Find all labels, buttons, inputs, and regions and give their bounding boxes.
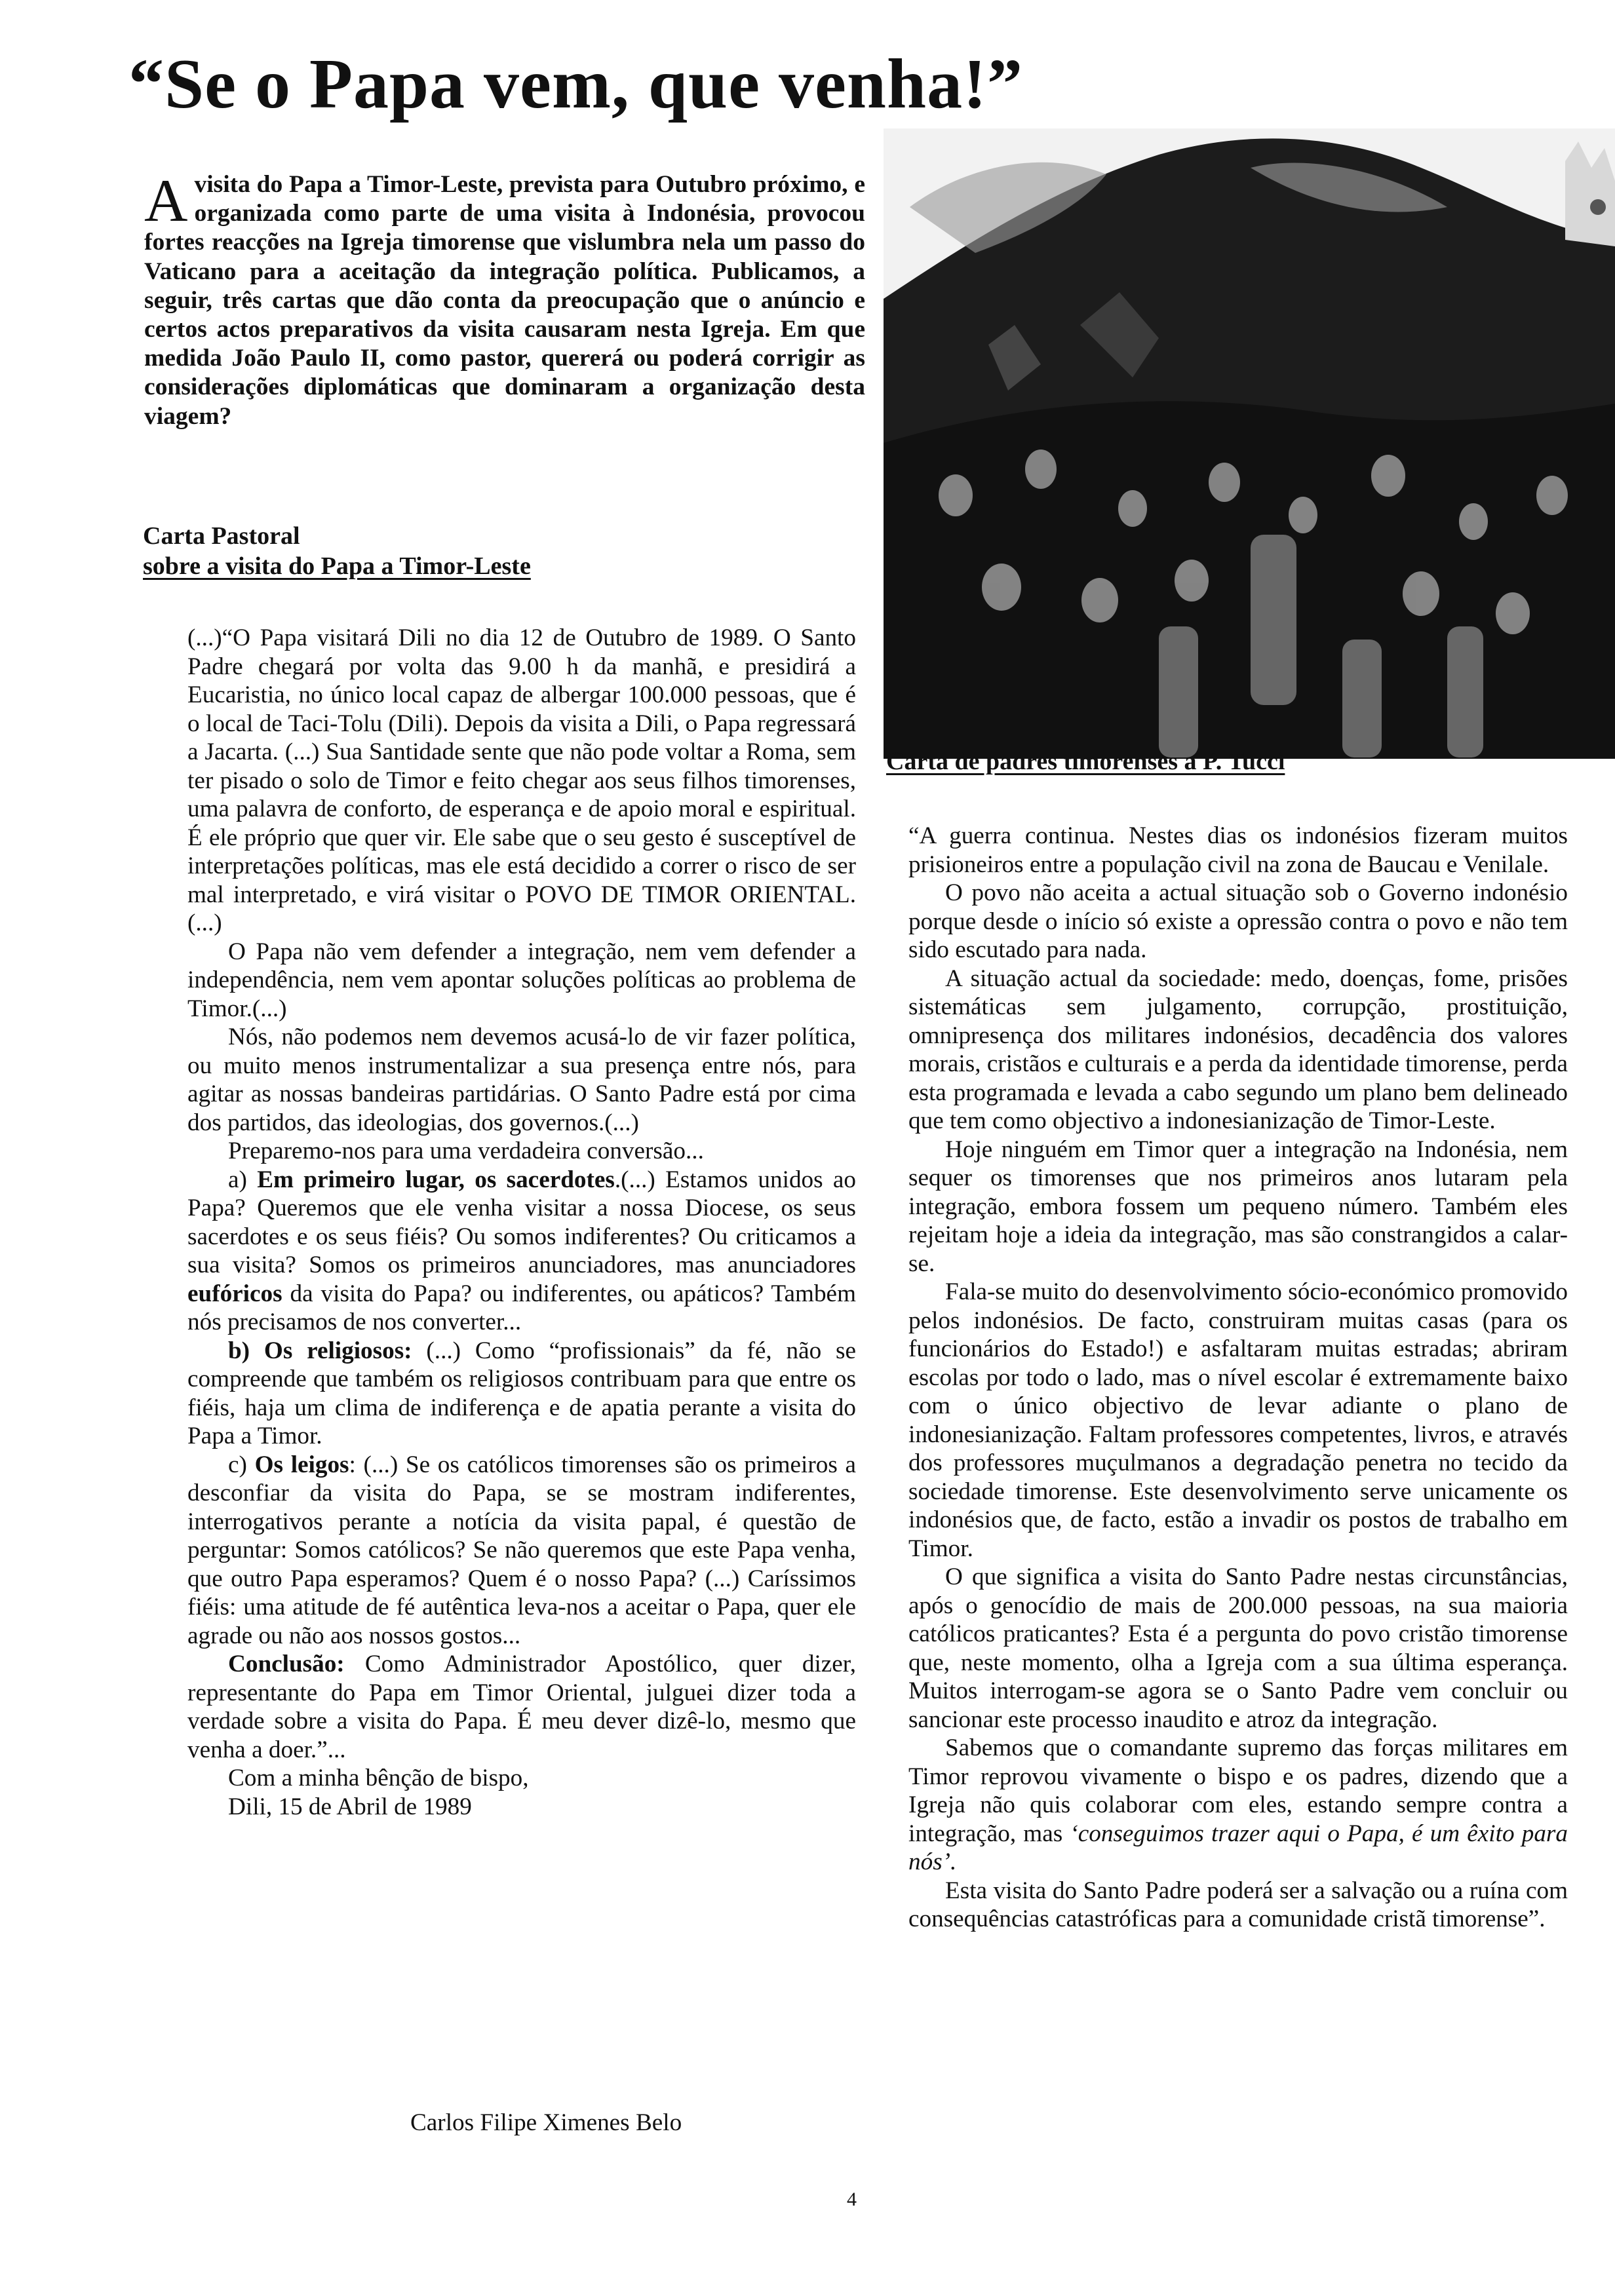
pastoral-paragraph-1: (...)“O Papa visitará Dili no dia 12 de Outubro de 1989. O Santo Padre chegará por volta das 9.00 h da manhã, e presidirá a Eucaristia, no único local capaz de albergar 100.000 pessoas, que é o local de Taci-Tolu (Dili). Depois da visita a Dili, o Papa regressará a Jacarta. (...) Sua Santidade sente que não pode voltar a Roma, sem ter pisado o solo de Timor e feito chegar aos seus filhos timorenses, uma palavra de conforto, de esperança e de apoio moral e espiritual. É ele próprio que quer vir. Ele sabe que o seu gesto é susceptível de interpretações políticas, mas ele está decidido a correr o risco de ser mal interpretado, e virá visitar o POVO DE TIMOR ORIENTAL.(...) xyxy=(187,624,856,936)
priests-text-b: da visita do Papa? ou indiferentes, ou apáticos? Também nós precisamos de nos converter... xyxy=(187,1280,856,1335)
priests-letter-paragraph-1: “A guerra continua. Nestes dias os indonésios fizeram muitos prisioneiros entre a população civil na zona de Baucau e Venilale. xyxy=(908,822,1568,878)
article-headline: “Se o Papa vem, que venha!” xyxy=(128,45,1024,123)
pastoral-letter-heading xyxy=(143,521,531,581)
priests-letter-paragraph-7 xyxy=(908,1734,1568,1877)
pastoral-letter-heading-line2: sobre a visita do Papa a Timor-Leste xyxy=(143,552,531,580)
pastoral-paragraph-priests xyxy=(187,1166,856,1337)
religious-heading: b) Os religiosos: xyxy=(228,1337,412,1364)
priests-letter-paragraph-3: A situação actual da sociedade: medo, doenças, fome, prisões sistemáticas sem julgamento, corrupção, prostituição, omnipresença dos militares indonésios, decadência dos valores morais, cristãos e culturais e a perda da identidade timorense, perda esta programada e levada a cabo segundo um plano bem delineado que tem como objectivo a indonesianização de Timor-Leste. xyxy=(908,965,1568,1134)
signature-name: Carlos Filipe Ximenes Belo xyxy=(410,2109,682,2136)
priests-letter-paragraph-4: Hoje ninguém em Timor quer a integração na Indonésia, nem sequer os timorenses que nos primeiros anos lutaram pela integração, embora fossem um pequeno número. Também eles rejeitam hoje a ideia da integração, mas são constrangidos a calar-se. xyxy=(908,1136,1568,1277)
priests-letter-quote: ‘conseguimos trazer aqui o Papa, é um êxito para nós’. xyxy=(908,1820,1568,1875)
laity-heading: Os leigos xyxy=(254,1451,349,1478)
priests-letter-paragraph-8: Esta visita do Santo Padre poderá ser a salvação ou a ruína com consequências catastróficas para a comunidade cristã timorense”. xyxy=(908,1877,1568,1932)
crowd-photo xyxy=(884,128,1615,759)
priests-letter-heading: Carta de padres timorenses a P. Tucci xyxy=(886,748,1285,775)
pastoral-paragraph-3: Nós, não podemos nem devemos acusá-lo de vir fazer política, ou muito menos instrumentalizar a sua presença entre nós, para agitar as nossas bandeiras partidárias. O Santo Padre está por cima dos partidos, das ideologias, dos governos.(...) xyxy=(187,1024,856,1136)
pastoral-paragraph-2: O Papa não vem defender a integração, nem vem defender a independência, nem vem apontar soluções políticas ao problema de Timor.(...) xyxy=(187,938,856,1022)
lead-text: visita do Papa a Timor-Leste, prevista para Outubro próximo, e organizada como parte de uma visita à Indonésia, provocou fortes reacções na Igreja timorense que vislumbra nela um passo do Vaticano para a aceitação da integração política. Publicamos, a seguir, três cartas que dão conta da preocupação que o anúncio e certos actos preparativos da visita causaram nesta Igreja. Em que medida João Paulo II, como pastor, quererá ou poderá corrigir as considerações diplomáticas que dominaram a organização desta viagem? xyxy=(144,171,865,430)
priests-emphasis: eufóricos xyxy=(187,1280,282,1307)
closing-blessing: Com a minha bênção de bispo, xyxy=(228,1765,529,1791)
pastoral-paragraph-conclusion xyxy=(187,1650,856,1764)
laity-prefix: c) xyxy=(228,1451,255,1478)
priests-letter-body xyxy=(908,822,1568,1934)
priests-letter-p7-text: Sabemos que o comandante supremo das forças militares em Timor reprovou vivamente o bispo e os padres, dizendo que a Igreja não quis colaborar com eles, estando sempre contra a integração, mas xyxy=(908,1734,1568,1847)
drop-cap: A xyxy=(144,167,188,234)
laity-text: : (...) Se os católicos timorenses são os primeiros a desconfiar da visita do Papa, se se mostram indiferentes, interrogativos perante a notícia da visita papal, é questão de perguntar: Somos católicos? Se não queremos que este Papa venha, que outro Papa esperamos? Quem é o nosso Papa? (...) Caríssimos fiéis: uma atitude de fé autêntica leva-nos a aceitar o Papa, quer ele agrade ou não aos nossos gostos... xyxy=(187,1451,857,1649)
priests-prefix: a) xyxy=(228,1166,258,1193)
priests-letter-paragraph-6: O que significa a visita do Santo Padre nestas circunstâncias, após o genocídio de mais de 200.000 pessoas, na sua maioria católicos praticantes? Esta é a pergunta do povo cristão timorense que, neste momento, olha a Igreja com a sua última esperança. Muitos interrogam-se agora se o Santo Padre vem concluir ou sancionar este processo inaudito e atroz da integração. xyxy=(908,1563,1568,1733)
pastoral-paragraph-laity xyxy=(187,1451,856,1651)
crowd-photo-image xyxy=(884,128,1615,759)
page-number: 4 xyxy=(847,2189,857,2210)
conclusion-text: Como Administrador Apostólico, quer dizer, representante do Papa em Timor Oriental, julguei dizer toda a verdade sobre a visita do Papa. É meu dever dizê-lo, mesmo que venha a doer.”... xyxy=(187,1651,856,1763)
priests-heading: Em primeiro lugar, os sacerdotes xyxy=(257,1166,615,1193)
lead-paragraph xyxy=(144,167,865,431)
pastoral-paragraph-religious xyxy=(187,1337,856,1451)
pastoral-letter-body xyxy=(187,624,856,1821)
religious-text: (...) Como “profissionais” da fé, não se compreende que também os religiosos contribuam para que entre os fiéis, haja um clima de indiferença e de apatia perante a visita do Papa a Timor. xyxy=(187,1337,856,1449)
pastoral-letter-heading-line1: Carta Pastoral xyxy=(143,522,300,550)
closing-date: Dili, 15 de Abril de 1989 xyxy=(228,1793,472,1820)
priests-letter-paragraph-2: O povo não aceita a actual situação sob o Governo indonésio porque desde o início só existe a opressão contra o povo e não tem sido escutado para nada. xyxy=(908,879,1568,963)
conclusion-heading: Conclusão: xyxy=(228,1651,345,1677)
priests-letter-paragraph-5: Fala-se muito do desenvolvimento sócio-económico promovido pelos indonésios. De facto, construiram muitas casas (para os funcionários do Estado!) e asfaltaram muitas estradas; abriram escolas por todo o lado, mas o nível escolar é extremamente baixo com o único objectivo de levar adiante o plano de indonesianização. Faltam professores competentes, livros, e através dos professores muçulmanos a degradação penetra no tecido da sociedade timorense. Este desenvolvimento serve unicamente os indonésios que, de facto, estão a invadir os postos de trabalho em Timor. xyxy=(908,1278,1568,1562)
priests-text-a: .(...) Estamos unidos ao Papa? Queremos que ele venha visitar a nossa Diocese, os seus sacerdotes e os seus fiéis? Ou somos indiferentes? Ou criticamos a sua visita? Somos os primeiros anunciadores, mas anunciadores xyxy=(187,1166,857,1278)
pastoral-paragraph-4: Preparemo-nos para uma verdadeira conversão... xyxy=(228,1138,704,1164)
